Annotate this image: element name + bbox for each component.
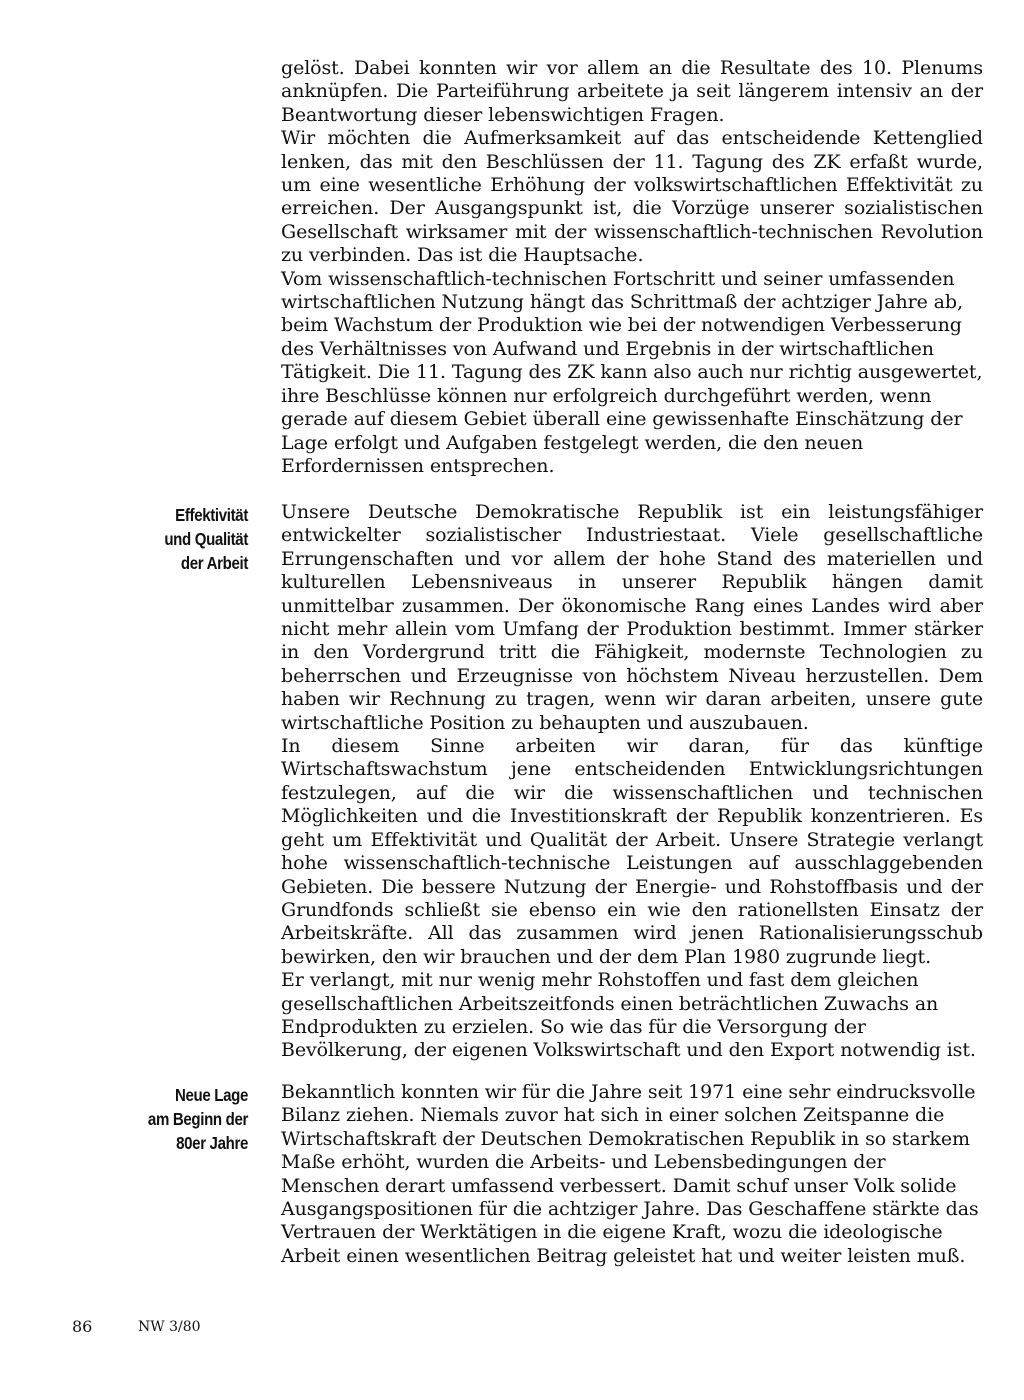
marginal-heading-line: 80er Jahre: [176, 1133, 248, 1153]
marginal-heading-line: Neue Lage: [174, 1085, 248, 1105]
marginal-heading-line: und Qualität: [164, 529, 248, 549]
page-number: 86: [72, 1317, 93, 1336]
marginal-heading-effektivitaet: [119, 503, 248, 575]
paragraph: Vom wissenschaftlich-technischen Fortschritt und seiner umfassenden wirtschaftlichen Nutzung hängt das Schrittmaß der achtziger Jahre ab, beim Wachstum der Produktion wie bei der notwendigen Verbesserung des Verhältnisses von Aufwand und Ergebnis in der wirtschaftlichen Tätigkeit. Die 11. Tagung des ZK kann also auch nur richtig ausgewertet, ihre Beschlüsse können nur erfolgreich durchgeführt werden, wenn gerade auf diesem Gebiet überall eine gewissenhafte Einschätzung der Lage erfolgt und Aufgaben festgelegt werden, die den neuen Erfordernissen entsprechen.: [281, 267, 983, 477]
text-section-2: [281, 501, 983, 1063]
marginal-heading-line: am Beginn der: [147, 1109, 248, 1129]
issue-label: NW 3/80: [138, 1319, 201, 1335]
marginal-heading-neue-lage: [119, 1083, 248, 1155]
text-section-1: [281, 57, 983, 478]
paragraph: Er verlangt, mit nur wenig mehr Rohstoffen und fast dem gleichen gesellschaftlichen Arbeitszeitfonds einen beträchtlichen Zuwachs an Endprodukten zu erzielen. So wie das für die Versorgung der Bevölkerung, der eigenen Volkswirtschaft und den Export notwendig ist.: [281, 969, 976, 1062]
marginal-heading-line: der Arbeit: [180, 553, 248, 573]
marginal-heading-line: Effektivität: [175, 505, 248, 525]
paragraph: Bekanntlich konnten wir für die Jahre seit 1971 eine sehr eindrucksvolle Bilanz ziehen. Niemals zuvor hat sich in einer solchen Zeitspanne die Wirtschaftskraft der Deutschen Demokratischen Republik in so starkem Maße erhöht, wurden die Arbeits- und Lebensbedingungen der Menschen derart umfassend verbessert. Damit schuf unser Volk solide Ausgangspositionen für die achtziger Jahre. Das Geschaffene stärkte das Vertrauen der Werktätigen in die eigene Kraft, wozu die ideologische Arbeit einen wesentlichen Beitrag geleistet hat und weiter leisten muß.: [281, 1081, 979, 1267]
paragraph: In diesem Sinne arbeiten wir daran, für das künftige Wirtschaftswachstum jene entscheidenden Entwicklungsrichtungen festzulegen, auf die wir die wissenschaftlichen und technischen Möglichkeiten und die Investitionskraft der Republik konzentrieren. Es geht um Effektivität und Qualität der Arbeit. Unsere Strategie verlangt hohe wissenschaftlich-technische Leistungen auf ausschlaggebenden Gebieten. Die bessere Nutzung der Energie- und Rohstoffbasis und der Grundfonds schließt sie ebenso ein wie den rationellsten Einsatz der Arbeitskräfte. All das zusammen wird jenen Rationalisierungsschub bewirken, den wir brauchen und der dem Plan 1980 zugrunde liegt.: [281, 735, 983, 968]
paragraph: Wir möchten die Aufmerksamkeit auf das entscheidende Kettenglied lenken, das mit den Beschlüssen der 11. Tagung des ZK erfaßt wurde, um eine wesentliche Erhöhung der volkswirtschaftlichen Effektivität zu erreichen. Der Ausgangspunkt ist, die Vorzüge unserer sozialistischen Gesellschaft wirksamer mit der wissenschaftlich-technischen Revolution zu verbinden. Das ist die Hauptsache.: [281, 127, 983, 267]
paragraph: gelöst. Dabei konnten wir vor allem an die Resultate des 10. Plenums anknüpfen. Die Parteiführung arbeitete ja seit längerem intensiv an der Beantwortung dieser lebenswichtigen Fragen.: [281, 57, 983, 126]
text-section-3: [281, 1081, 983, 1268]
paragraph: Unsere Deutsche Demokratische Republik ist ein leistungsfähiger entwickelter sozialistischer Industriestaat. Viele gesellschaftliche Errungenschaften und vor allem der hohe Stand des materiellen und kulturellen Lebensniveaus in unserer Republik hängen damit unmittelbar zusammen. Der ökonomische Rang eines Landes wird aber nicht mehr allein vom Umfang der Produktion bestimmt. Immer stärker in den Vordergrund tritt die Fähigkeit, modernste Technologien zu beherrschen und Erzeugnisse von höchstem Niveau herzustellen. Dem haben wir Rechnung zu tragen, wenn wir daran arbeiten, unsere gute wirtschaftliche Position zu behaupten und auszubauen.: [281, 501, 983, 734]
